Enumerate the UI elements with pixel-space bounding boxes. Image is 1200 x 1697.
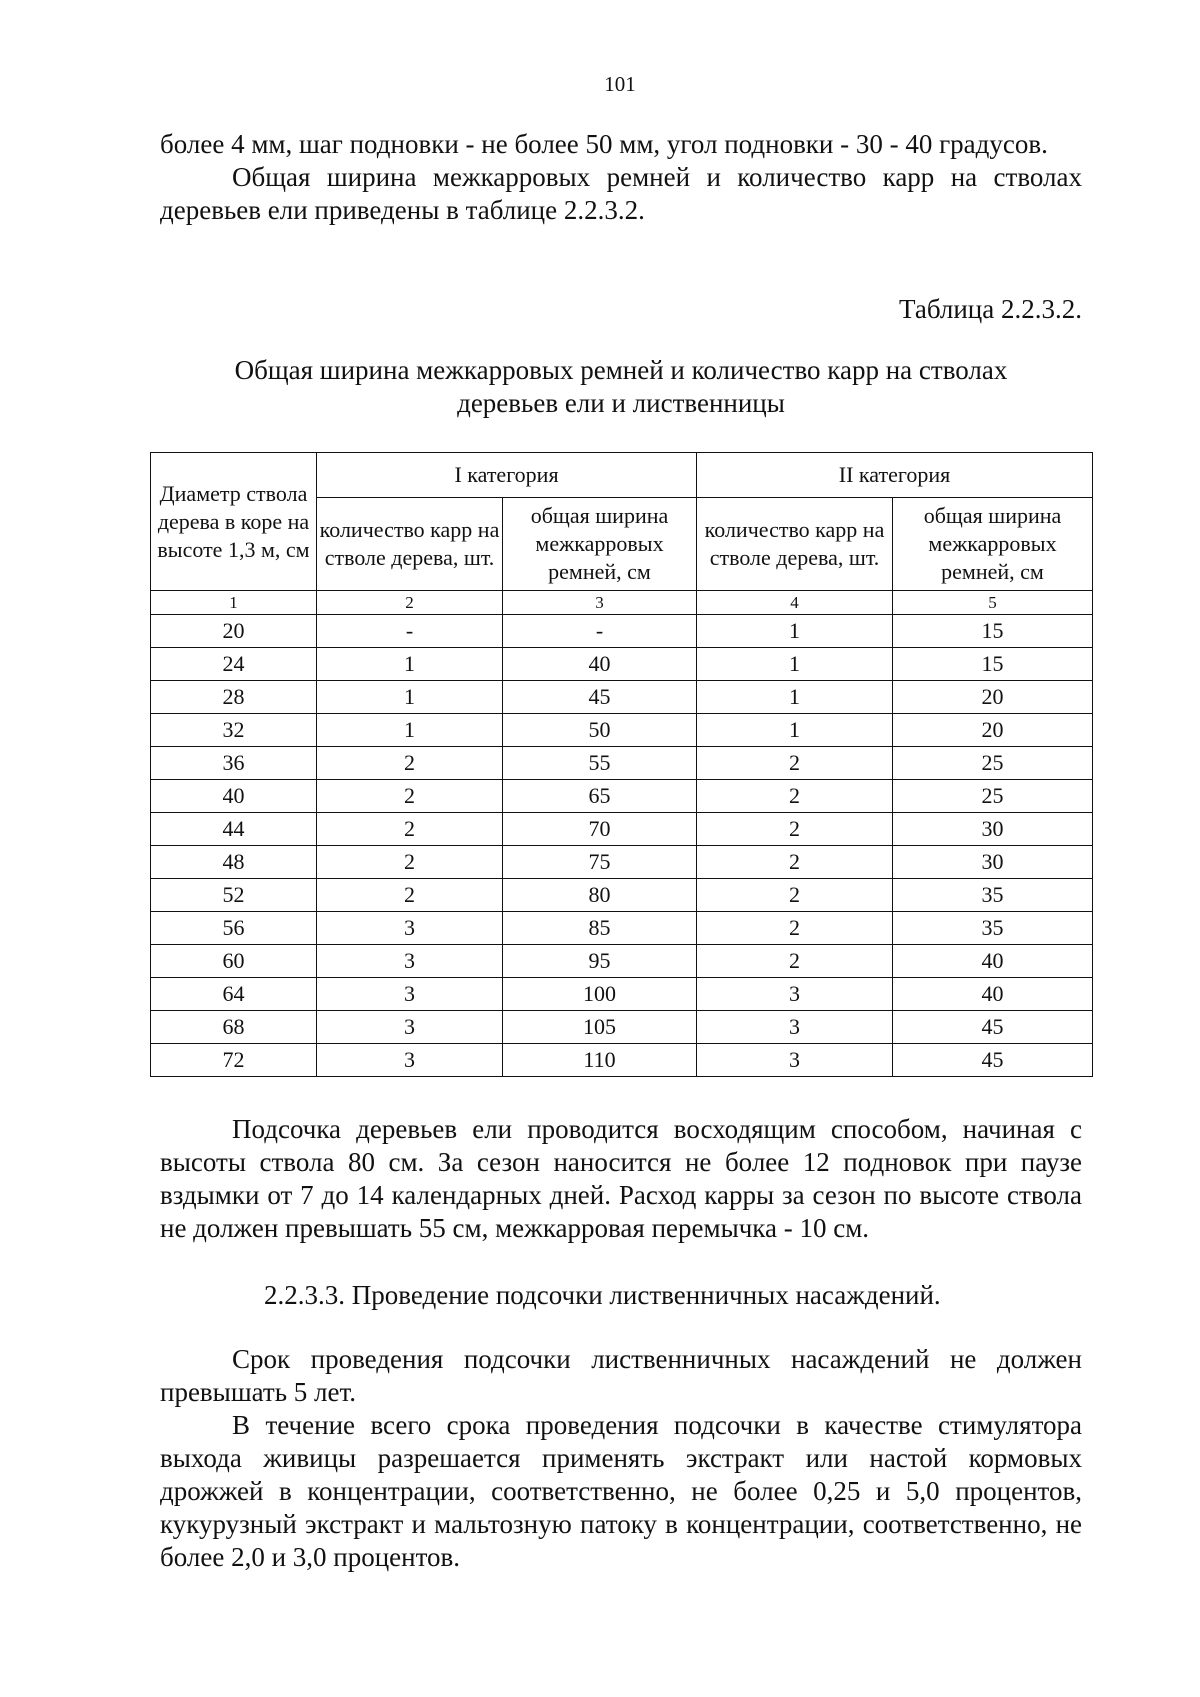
table-row [151,945,1093,978]
cell-diameter: 40 [151,780,317,813]
table-row [151,780,1093,813]
column-number: 4 [697,591,893,615]
table-row [151,1044,1093,1077]
cell-count-category-2: 3 [697,1044,893,1077]
cell-width-category-1: 80 [503,879,697,912]
cell-count-category-2: 2 [697,912,893,945]
table-row [151,912,1093,945]
cell-width-category-1: 110 [503,1044,697,1077]
cell-count-category-2: 2 [697,945,893,978]
cell-width-category-2: 15 [893,615,1093,648]
cell-width-category-1: 85 [503,912,697,945]
header-diameter: Диаметр ствола дерева в коре на высоте 1,3 м, см [151,453,317,591]
cell-diameter: 56 [151,912,317,945]
cell-count-category-2: 2 [697,780,893,813]
cell-count-category-1: 2 [317,747,503,780]
cell-count-category-1: 1 [317,714,503,747]
table-row [151,1011,1093,1044]
cell-diameter: 44 [151,813,317,846]
cell-width-category-2: 40 [893,945,1093,978]
header-category-1: I категория [317,453,697,498]
cell-width-category-1: 65 [503,780,697,813]
section-paragraph-1: Срок проведения подсочки лиственничных насаждений не должен превышать 5 лет. [160,1344,1082,1407]
table-row [151,879,1093,912]
cell-diameter: 52 [151,879,317,912]
table-row [151,648,1093,681]
cell-width-category-2: 40 [893,978,1093,1011]
cell-diameter: 28 [151,681,317,714]
cell-width-category-2: 35 [893,912,1093,945]
table-title-line-1: Общая ширина межкарровых ремней и количество карр на стволах [234,355,1008,385]
header-category-2: II категория [697,453,1093,498]
cell-width-category-2: 45 [893,1011,1093,1044]
cell-diameter: 72 [151,1044,317,1077]
cell-count-category-2: 1 [697,615,893,648]
after-table-text [160,1113,1082,1245]
cell-diameter: 64 [151,978,317,1011]
section-text [160,1343,1082,1574]
cell-width-category-2: 25 [893,747,1093,780]
cell-count-category-2: 2 [697,813,893,846]
intro-paragraph-2: Общая ширина межкарровых ремней и количество карр на стволах деревьев ели приведены в таблице 2.2.3.2. [160,162,1082,225]
cell-width-category-1: 40 [503,648,697,681]
cell-count-category-2: 1 [697,714,893,747]
cell-width-category-2: 30 [893,846,1093,879]
cell-count-category-1: 2 [317,813,503,846]
cell-count-category-2: 1 [697,648,893,681]
cell-width-category-1: - [503,615,697,648]
table-row [151,714,1093,747]
cell-diameter: 24 [151,648,317,681]
section-paragraph-2: В течение всего срока проведения подсочки в качестве стимулятора выхода живицы разрешается применять экстракт или настой кормовых дрожжей в концентрации, соответственно, не более 0,25 и 5,0 процентов, кукурузный экстракт и мальтозную патоку в концентрации, соответственно, не более 2,0 и 3,0 процентов. [160,1410,1082,1572]
cell-diameter: 60 [151,945,317,978]
cell-count-category-2: 1 [697,681,893,714]
column-number-row [151,591,1093,615]
cell-width-category-1: 100 [503,978,697,1011]
cell-count-category-2: 2 [697,747,893,780]
after-table-paragraph-1: Подсочка деревьев ели проводится восходящим способом, начиная с высоты ствола 80 см. За сезон наносится не более 12 подновок при паузе вздымки от 7 до 14 календарных дней. Расход карры за сезон по высоте ствола не должен превышать 55 см, межкарровая перемычка - 10 см. [160,1114,1082,1243]
cell-count-category-1: 2 [317,780,503,813]
cell-count-category-2: 3 [697,978,893,1011]
table-row [151,615,1093,648]
cell-width-category-1: 45 [503,681,697,714]
header-width-category-2: общая ширина межкарровых ремней, см [893,498,1093,591]
cell-count-category-1: 1 [317,681,503,714]
cell-width-category-1: 105 [503,1011,697,1044]
cell-diameter: 48 [151,846,317,879]
cell-count-category-1: - [317,615,503,648]
cell-count-category-1: 3 [317,978,503,1011]
cell-width-category-2: 20 [893,714,1093,747]
cell-count-category-2: 2 [697,879,893,912]
intro-paragraph-1: более 4 мм, шаг подновки - не более 50 мм, угол подновки - 30 - 40 градусов. [160,129,1048,159]
intro-text [160,128,1082,227]
cell-width-category-2: 45 [893,1044,1093,1077]
table-row [151,813,1093,846]
section-heading: 2.2.3.3. Проведение подсочки лиственничных насаждений. [264,1280,941,1310]
table-title-line-2: деревьев ели и лиственницы [457,388,785,418]
cell-count-category-1: 3 [317,912,503,945]
table-row [151,978,1093,1011]
cell-count-category-1: 3 [317,1044,503,1077]
cell-width-category-2: 35 [893,879,1093,912]
cell-count-category-1: 2 [317,846,503,879]
cell-diameter: 32 [151,714,317,747]
cell-diameter: 68 [151,1011,317,1044]
data-table [150,452,1093,1077]
table-row [151,681,1093,714]
column-number: 2 [317,591,503,615]
column-number: 1 [151,591,317,615]
cell-width-category-2: 30 [893,813,1093,846]
table-title [160,354,1082,420]
cell-width-category-1: 55 [503,747,697,780]
cell-count-category-2: 3 [697,1011,893,1044]
cell-width-category-2: 20 [893,681,1093,714]
column-number: 5 [893,591,1093,615]
cell-width-category-1: 95 [503,945,697,978]
cell-diameter: 36 [151,747,317,780]
cell-count-category-1: 1 [317,648,503,681]
header-count-category-2: количество карр на стволе дерева, шт. [697,498,893,591]
page-number: 101 [604,72,636,96]
table-row [151,747,1093,780]
cell-count-category-1: 3 [317,1011,503,1044]
cell-width-category-1: 70 [503,813,697,846]
header-width-category-1: общая ширина межкарровых ремней, см [503,498,697,591]
cell-width-category-1: 50 [503,714,697,747]
table-body [151,591,1093,1077]
cell-count-category-1: 2 [317,879,503,912]
cell-diameter: 20 [151,615,317,648]
table-row [151,846,1093,879]
cell-width-category-2: 25 [893,780,1093,813]
cell-width-category-2: 15 [893,648,1093,681]
column-number: 3 [503,591,697,615]
cell-count-category-1: 3 [317,945,503,978]
cell-width-category-1: 75 [503,846,697,879]
table-caption: Таблица 2.2.3.2. [899,294,1082,324]
cell-count-category-2: 2 [697,846,893,879]
header-count-category-1: количество карр на стволе дерева, шт. [317,498,503,591]
